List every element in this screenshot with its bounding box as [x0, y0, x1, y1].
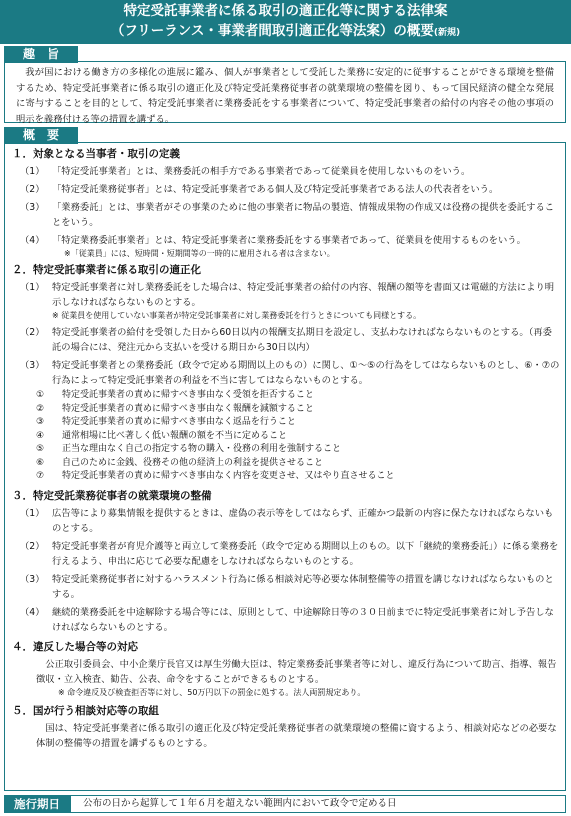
effective-date-text: 公布の日から起算して１年６月を超えない範囲内において政令で定める日 [70, 795, 566, 813]
item-text: 特定受託事業者との業務委託（政令で定める期間以上のもの）に関し、①～⑤の行為をしてはならないものとし、⑥・⑦の行為によって特定受託事業者の利益を不当に害してはならないものとする。 [52, 360, 560, 386]
prohibited-act [12, 403, 560, 417]
item-text: 特定受託事業者の給付を受領した日から60日以内の報酬支払期日を設定し、支払わなければならないものとする。（再委託の場合には、発注元から支払いを受ける期日から30日以内） [52, 327, 552, 353]
act-number: ⑦ [36, 471, 45, 481]
prohibited-act [12, 470, 560, 484]
item-number: （4） [20, 606, 45, 618]
prohibited-act [12, 389, 560, 403]
act-text: 特定受託事業者の責めに帰すべき事由なく報酬を減額すること [62, 403, 314, 414]
item-text: 「特定受託事業者」とは、業務委託の相手方である事業者であって従業員を使用しないものをいう。 [52, 166, 471, 177]
section-1-title: １．対象となる当事者・取引の定義 [12, 148, 180, 160]
item-text: 「業務委託」とは、事業者がその事業のために他の事業者に物品の製造、情報成果物の作成又は役務の提供を委託することをいう。 [52, 202, 555, 228]
gaiyou-label: 概 要 [4, 127, 78, 144]
item-number: （3） [20, 360, 45, 371]
section-1-item [12, 200, 560, 230]
page-header [0, 0, 571, 44]
item-text: 特定受託事業者が育児介護等と両立して業務委託（政令で定める期間以上のもの。以下「継続的業務委託」）に係る業務を行えるよう、申出に応じて必要な配慮をしなければならないものとする。 [52, 540, 559, 567]
act-number: ② [36, 403, 45, 414]
act-text: 特定受託事業者の責めに帰すべき事由なく返品を行うこと [62, 417, 296, 427]
act-number: ④ [36, 430, 45, 441]
section-4-text: 公正取引委員会、中小企業庁長官又は厚生労働大臣は、特定業務委託事業者等に対し、違反行為について助言、指導、報告徴収・立入検査、勧告、公表、命令をすることができるものとする。 [36, 658, 557, 685]
section-3-item [12, 572, 560, 602]
act-text: 特定受託事業者の責めに帰すべき事由なく内容を変更させ、又はやり直させること [62, 471, 395, 481]
item-number: （3） [20, 202, 45, 213]
section-1-note: ※「従業員」には、短時間・短期間等の一時的に雇用される者は含まない。 [64, 249, 335, 258]
section-3-item [12, 539, 560, 569]
shuushi-label: 趣 旨 [4, 46, 78, 63]
gaiyou-content [12, 146, 560, 753]
item-number: （2） [20, 327, 45, 338]
act-number: ⑥ [36, 457, 45, 468]
item-text: 特定受託事業者に対し業務委託をした場合は、特定受託事業者の給付の内容、報酬の額等を書面又は電磁的方法により明示しなければならないものとする。 [52, 282, 555, 308]
section-2-note: ※ 従業員を使用していない事業者が特定受託事業者に対し業務委託を行うときについても同様とする。 [52, 311, 422, 320]
section-2-title: ２．特定受託事業者に係る取引の適正化 [12, 264, 201, 276]
title-main: （フリーランス・事業者間取引適正化等法案）の概要 [110, 23, 434, 39]
item-number: （1） [20, 166, 45, 177]
effective-date-label: 施行期日 [4, 795, 70, 813]
prohibited-act [12, 416, 560, 430]
section-4-title: ４．違反した場合等の対応 [12, 640, 138, 653]
item-number: （2） [20, 540, 45, 552]
section-2-item [12, 325, 560, 355]
act-text: 自己のために金銭、役務その他の経済上の利益を提供させること [62, 457, 324, 468]
act-number: ③ [36, 417, 45, 427]
item-number: （3） [20, 573, 45, 585]
section-3-item [12, 506, 560, 536]
section-3-title: ３．特定受託業務従事者の就業環境の整備 [12, 489, 212, 502]
prohibited-act [12, 430, 560, 444]
act-text: 特定受託事業者の責めに帰すべき事由なく受領を拒否すること [62, 390, 314, 400]
item-text: 「特定受託業務従事者」とは、特定受託事業者である個人及び特定受託事業者である法人の代表者をいう。 [52, 184, 499, 195]
section-3-item [12, 605, 560, 635]
shuushi-text: 我が国における働き方の多様化の進展に鑑み、個人が事業者として受託した業務に安定的に従事することができる環境を整備するため、特定受託事業者に係る取引の適正化及び特定受託業務従事者の就業環境の整備を図り、もって国民経済の健全な発展に寄与することを目的として、特定受託事業者に業務委託をする事業者について、特定受託事業者の給付の内容その他の事項の明示を義務付ける等の措置を講ずる。 [16, 67, 554, 125]
act-text: 通常相場に比べ著しく低い報酬の額を不当に定めること [62, 430, 288, 441]
act-number: ⑤ [36, 444, 45, 454]
section-1-item [12, 164, 560, 179]
section-5-text: 国は、特定受託事業者に係る取引の適正化及び特定受託業務従事者の就業環境の整備に資するよう、相談対応などの必要な体制の整備等の措置を講ずるものとする。 [36, 722, 557, 749]
section-1-item [12, 233, 560, 248]
prohibited-act [12, 457, 560, 471]
title-line1: 特定受託事業者に係る取引の適正化等に関する法律案 [123, 3, 448, 19]
section-1-item [12, 182, 560, 197]
section-2-item [12, 280, 560, 310]
title-line2 [0, 21, 571, 43]
item-number: （1） [20, 507, 45, 519]
section-2-item [12, 358, 560, 388]
act-number: ① [36, 390, 45, 400]
title-tag: (新規) [433, 28, 461, 38]
section-4-note: ※ 命令違反及び検査拒否等に対し、50万円以下の罰金に処する。法人両罰規定あり。 [58, 687, 366, 697]
section-5-title: ５．国が行う相談対応等の取組 [12, 704, 159, 717]
item-number: （4） [20, 235, 45, 246]
item-number: （1） [20, 282, 45, 293]
item-text: 特定受託業務従事者に対するハラスメント行為に係る相談対応等必要な体制整備等の措置を講じなければならないものとする。 [52, 573, 554, 600]
item-number: （2） [20, 184, 45, 195]
item-text: 「特定業務委託事業者」とは、特定受託事業者に業務委託をする事業者であって、従業員を使用するものをいう。 [52, 235, 526, 246]
act-text: 正当な理由なく自己の指定する物の購入・役務の利用を強制すること [62, 444, 342, 454]
item-text: 広告等により募集情報を提供するときは、虚偽の表示等をしてはならず、正確かつ最新の内容に保たなければならないものとする。 [52, 507, 554, 534]
item-text: 継続的業務委託を中途解除する場合等には、原則として、中途解除日等の３０日前までに特定受託事業者に対し予告しなければならないものとする。 [52, 606, 554, 633]
prohibited-act [12, 443, 560, 457]
